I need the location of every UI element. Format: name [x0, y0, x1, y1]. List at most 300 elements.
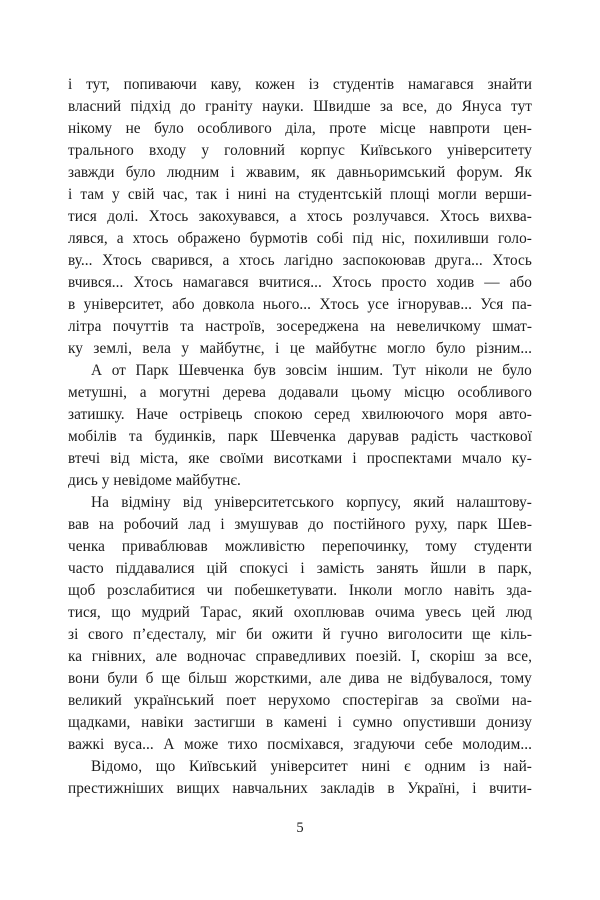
word: перепочинку,	[321, 538, 409, 555]
text-line	[68, 382, 532, 404]
word: не	[477, 362, 493, 379]
word: нині	[361, 758, 391, 775]
word: бурмотів	[249, 230, 308, 247]
word: тися	[68, 208, 97, 225]
word: кіль-	[500, 626, 532, 643]
word: так	[196, 186, 218, 203]
word: поет	[226, 692, 256, 709]
word: особливого	[197, 120, 272, 137]
text-line	[68, 272, 532, 294]
word: до	[180, 98, 196, 115]
word: іншим.	[336, 362, 384, 379]
word: хтось	[306, 208, 343, 225]
text-line	[68, 624, 532, 646]
word: та	[128, 428, 143, 445]
word: міг	[216, 626, 237, 643]
word: будинків,	[154, 428, 216, 445]
word: корпусу,	[346, 494, 401, 511]
word: закохувався,	[198, 208, 280, 225]
word: побешкетувати.	[234, 582, 338, 599]
word: сварився,	[151, 252, 213, 269]
word: тут,	[86, 76, 110, 93]
word: А	[91, 362, 103, 379]
word: себе	[424, 736, 453, 753]
word: гнівних,	[91, 648, 146, 665]
word: майбутнє	[315, 340, 377, 357]
word: важкі	[68, 736, 105, 753]
text-line	[68, 228, 532, 250]
word: ву...	[68, 252, 93, 269]
word: йшли	[430, 560, 467, 577]
word: до	[436, 98, 453, 115]
word: який	[252, 604, 284, 621]
word: замість	[316, 560, 365, 577]
word: спокусі	[239, 560, 289, 577]
word: це	[289, 340, 305, 357]
word: університетського	[214, 494, 334, 511]
word: —	[484, 274, 500, 291]
word: лад	[188, 516, 211, 533]
word: що	[155, 758, 176, 775]
word: у	[201, 142, 210, 159]
text-line	[68, 756, 532, 778]
word: із	[308, 76, 320, 93]
word: хтось	[238, 252, 275, 269]
word: просто	[381, 274, 427, 291]
word: нерухомо	[268, 692, 331, 709]
word: змушував	[234, 516, 299, 533]
word: ніс,	[381, 230, 406, 247]
word: вуса...	[113, 736, 154, 753]
word: може	[184, 736, 219, 753]
word: тут	[511, 98, 532, 115]
word: охоплював	[293, 604, 365, 621]
word: в	[68, 296, 76, 313]
word: вихва-	[489, 208, 532, 225]
word: і	[68, 76, 73, 93]
word: собі	[316, 230, 344, 247]
word: але	[155, 648, 178, 665]
word: невеличкому	[396, 318, 481, 335]
word: із	[479, 758, 490, 775]
word: тихо	[227, 736, 258, 753]
text-line	[68, 778, 532, 800]
word: цей	[471, 604, 496, 621]
word: навпроти	[429, 120, 490, 137]
word: Інколи	[348, 582, 393, 599]
word: який	[413, 494, 445, 511]
word: одним	[424, 758, 466, 775]
word: за	[430, 692, 444, 709]
word: в	[265, 714, 274, 731]
word: затишку.	[68, 406, 125, 423]
word: Януса	[461, 98, 502, 115]
word: радість	[410, 428, 459, 445]
word: і	[275, 340, 280, 357]
word: посміхався,	[267, 736, 344, 753]
word: почуттів	[112, 318, 169, 335]
word: тися,	[68, 604, 101, 621]
word: метушні,	[68, 384, 128, 401]
word: був	[253, 362, 276, 379]
word: усе	[367, 296, 389, 313]
word: каву,	[210, 76, 242, 93]
word: Швидше	[313, 98, 371, 115]
word: лагідно	[284, 252, 334, 269]
word: на	[370, 318, 386, 335]
word: могли	[437, 186, 477, 203]
word: проте	[329, 120, 367, 137]
word: донизу	[486, 714, 532, 731]
word: ігнорував...	[397, 296, 472, 313]
word: навіки	[141, 714, 184, 731]
word: довкола	[202, 296, 255, 313]
word: могло	[387, 340, 426, 357]
word: сумно	[352, 714, 393, 731]
word: або	[172, 296, 195, 313]
text-line	[68, 140, 532, 162]
word: висотками	[273, 450, 343, 467]
word: ожити	[271, 626, 313, 643]
word: па-	[511, 296, 532, 313]
word: парк	[227, 428, 259, 445]
text-line	[68, 690, 532, 712]
text-line	[68, 668, 532, 690]
text-line	[68, 536, 532, 558]
word: настроїв,	[205, 318, 265, 335]
word: свій	[127, 186, 155, 203]
word: руху,	[415, 516, 448, 533]
word: відміну	[121, 494, 171, 511]
word: ку	[68, 340, 83, 357]
word: а	[139, 384, 147, 401]
word: вчити-	[489, 780, 532, 797]
text-line	[68, 404, 532, 426]
word: і	[225, 186, 230, 203]
word: місце	[379, 120, 416, 137]
word: і	[472, 780, 477, 797]
word: водночас	[186, 648, 246, 665]
word: опустивши	[403, 714, 476, 731]
word: університет	[270, 758, 348, 775]
word: є	[404, 758, 411, 775]
word: Уся	[480, 296, 504, 313]
word: поезій.	[355, 648, 402, 665]
word: науки.	[262, 98, 304, 115]
word: парк,	[497, 560, 532, 577]
word: постійного	[333, 516, 406, 533]
word: виголосити	[387, 626, 463, 643]
word: жвавим,	[246, 164, 300, 181]
word: заспокоював	[342, 252, 426, 269]
word: і	[352, 450, 357, 467]
word: тому	[500, 670, 532, 687]
word: Як	[514, 164, 532, 181]
word: майбутнє,	[199, 340, 265, 357]
word: завжди	[68, 164, 115, 181]
word: вони	[68, 670, 100, 687]
word: не	[125, 120, 141, 137]
word: моря	[455, 406, 488, 423]
word: голо-	[497, 230, 532, 247]
word: серед	[313, 406, 351, 423]
word: час,	[162, 186, 188, 203]
text-line	[68, 206, 532, 228]
word: студентській	[298, 186, 382, 203]
word: людним	[166, 164, 220, 181]
word: за	[484, 648, 498, 665]
word: навіть	[454, 582, 495, 599]
text-line	[68, 712, 532, 734]
word: за	[379, 98, 393, 115]
word: чи	[206, 582, 223, 599]
word: Україні,	[407, 780, 460, 797]
word: лявся,	[68, 230, 108, 247]
text-line	[68, 118, 532, 140]
word: там	[80, 186, 104, 203]
word: втечі	[68, 450, 101, 467]
word: могло	[404, 582, 443, 599]
text-line	[68, 96, 532, 118]
text-line	[68, 558, 532, 580]
text-line	[68, 734, 532, 756]
word: до	[308, 516, 324, 533]
word: і	[230, 164, 235, 181]
word: зовсім	[285, 362, 328, 379]
word: занять	[376, 560, 419, 577]
word: най-	[503, 758, 532, 775]
word: літра	[68, 318, 102, 335]
word: Хтось	[331, 274, 372, 291]
word: вав	[68, 516, 90, 533]
word: а	[289, 208, 297, 225]
word: яке	[188, 450, 210, 467]
word: у	[181, 340, 190, 357]
word: різним...	[476, 340, 532, 357]
word: більш	[188, 670, 227, 687]
word: від	[182, 494, 203, 511]
word: або	[509, 274, 532, 291]
word: би	[246, 626, 263, 643]
word: жорсткими,	[234, 670, 312, 687]
text-line	[68, 514, 532, 536]
text-line	[68, 250, 532, 272]
word: п’єдесталу,	[132, 626, 207, 643]
word: мчало	[461, 450, 502, 467]
text-line	[68, 492, 532, 514]
word: могутні	[159, 384, 211, 401]
word: на-	[511, 692, 532, 709]
word: в	[478, 560, 486, 577]
word: розслабитися	[107, 582, 195, 599]
word: б	[145, 670, 154, 687]
word: ображено	[177, 230, 241, 247]
word: престижніших	[68, 780, 164, 797]
word: вчився...	[68, 274, 124, 291]
word: під	[352, 230, 373, 247]
word: зосереджена	[276, 318, 359, 335]
word: у	[112, 186, 120, 203]
word: намагався	[182, 274, 249, 291]
word: молодим...	[462, 736, 532, 753]
word: ще	[161, 670, 181, 687]
text-line	[68, 162, 532, 184]
word: в	[387, 780, 395, 797]
word: місцю	[404, 384, 445, 401]
text-line	[68, 74, 532, 96]
word: нікому	[68, 120, 113, 137]
word: розлучався.	[352, 208, 430, 225]
word: закладів	[320, 780, 375, 797]
word: і	[337, 714, 342, 731]
word: Наче	[136, 406, 168, 423]
word: й	[322, 626, 331, 643]
word: можливістю	[224, 538, 305, 555]
word: все,	[507, 648, 532, 665]
word: ченка	[68, 538, 105, 555]
word: граніту	[205, 98, 253, 115]
word: Хтось	[439, 208, 480, 225]
word: мудрий	[141, 604, 190, 621]
word: цьому	[351, 384, 392, 401]
word: Тарас,	[200, 604, 242, 621]
page-body-text	[68, 74, 532, 800]
word: спостерігав	[342, 692, 419, 709]
word: робочий	[123, 516, 179, 533]
word: похиливши	[414, 230, 489, 247]
word: Хтось	[102, 252, 142, 269]
word: вищих	[176, 780, 220, 797]
word: ка	[68, 648, 83, 665]
word: ку-	[511, 450, 532, 467]
word: гучно	[340, 626, 379, 643]
word: Київський	[188, 758, 257, 775]
word: український	[134, 692, 215, 709]
word: Хтось	[319, 296, 360, 313]
word: приваблював	[121, 538, 208, 555]
word: але	[319, 670, 342, 687]
word: цен-	[503, 120, 532, 137]
word: люд	[505, 604, 532, 621]
word: вчитися...	[258, 274, 322, 291]
word: на	[274, 186, 290, 203]
word: університет,	[83, 296, 164, 313]
word: дарував	[347, 428, 399, 445]
word: корпус	[300, 142, 345, 159]
word: дива	[349, 670, 380, 687]
word: часткової	[470, 428, 532, 445]
word: цій	[206, 560, 228, 577]
word: Шевченка	[270, 428, 336, 445]
word: кожен	[255, 76, 295, 93]
word: зі	[68, 626, 79, 643]
word: давньоримський	[336, 164, 446, 181]
word: свого	[88, 626, 124, 643]
text-line	[68, 470, 532, 492]
word: на	[98, 516, 114, 533]
word: було	[502, 362, 532, 379]
word: додавали	[278, 384, 339, 401]
word: щадками,	[68, 714, 131, 731]
word: очима	[375, 604, 415, 621]
word: університету	[447, 142, 532, 159]
word: хвилюючого	[361, 406, 444, 423]
text-line	[68, 294, 532, 316]
word: піддавалися	[115, 560, 195, 577]
word: щоб	[68, 582, 96, 599]
word: Хтось	[133, 274, 173, 291]
word: навчальних	[232, 780, 308, 797]
word: форум.	[456, 164, 503, 181]
word: друга...	[434, 252, 483, 269]
word: знайти	[487, 76, 532, 93]
word: особливого	[457, 384, 532, 401]
word: Київського	[360, 142, 432, 159]
word: Парк	[135, 362, 169, 379]
word: студентів	[332, 76, 395, 93]
text-line	[68, 646, 532, 668]
word: все,	[402, 98, 428, 115]
word: і	[220, 516, 225, 533]
word: тому	[425, 538, 457, 555]
word: шмат-	[492, 318, 532, 335]
word: Відомо,	[91, 758, 143, 775]
word: камені	[283, 714, 327, 731]
text-line	[68, 602, 532, 624]
word: а	[222, 252, 230, 269]
word: спокою	[253, 406, 303, 423]
word: власний	[68, 98, 122, 115]
word: головний	[224, 142, 285, 159]
word: і	[68, 186, 73, 203]
word: Шев-	[497, 516, 532, 533]
word: проспектами	[366, 450, 452, 467]
word: було	[154, 120, 184, 137]
word: мобілів	[68, 428, 117, 445]
word: застигши	[194, 714, 256, 731]
word: часто	[68, 560, 104, 577]
word: острівець	[179, 406, 243, 423]
word: діла,	[285, 120, 316, 137]
word: дись у невідоме майбутнє.	[68, 472, 241, 489]
word: налаштову-	[456, 494, 532, 511]
word: були	[107, 670, 138, 687]
word: що	[111, 604, 131, 621]
word: от	[111, 362, 126, 379]
text-line	[68, 360, 532, 382]
word: входу	[149, 142, 187, 159]
text-line	[68, 448, 532, 470]
word: дерева	[222, 384, 266, 401]
word: На	[91, 494, 109, 511]
text-line	[68, 316, 532, 338]
word: від	[110, 450, 130, 467]
word: попиваючи	[123, 76, 197, 93]
word: ще	[472, 626, 491, 643]
word: та	[180, 318, 194, 335]
word: підхід	[130, 98, 171, 115]
word: увесь	[425, 604, 462, 621]
word: зда-	[506, 582, 532, 599]
word: Хтось	[148, 208, 189, 225]
word: Шевченка	[178, 362, 245, 379]
word: своїми	[219, 450, 264, 467]
word: А	[163, 736, 175, 753]
word: авто-	[498, 406, 532, 423]
word: хтось	[132, 230, 169, 247]
word: ходив	[436, 274, 475, 291]
text-line	[68, 184, 532, 206]
